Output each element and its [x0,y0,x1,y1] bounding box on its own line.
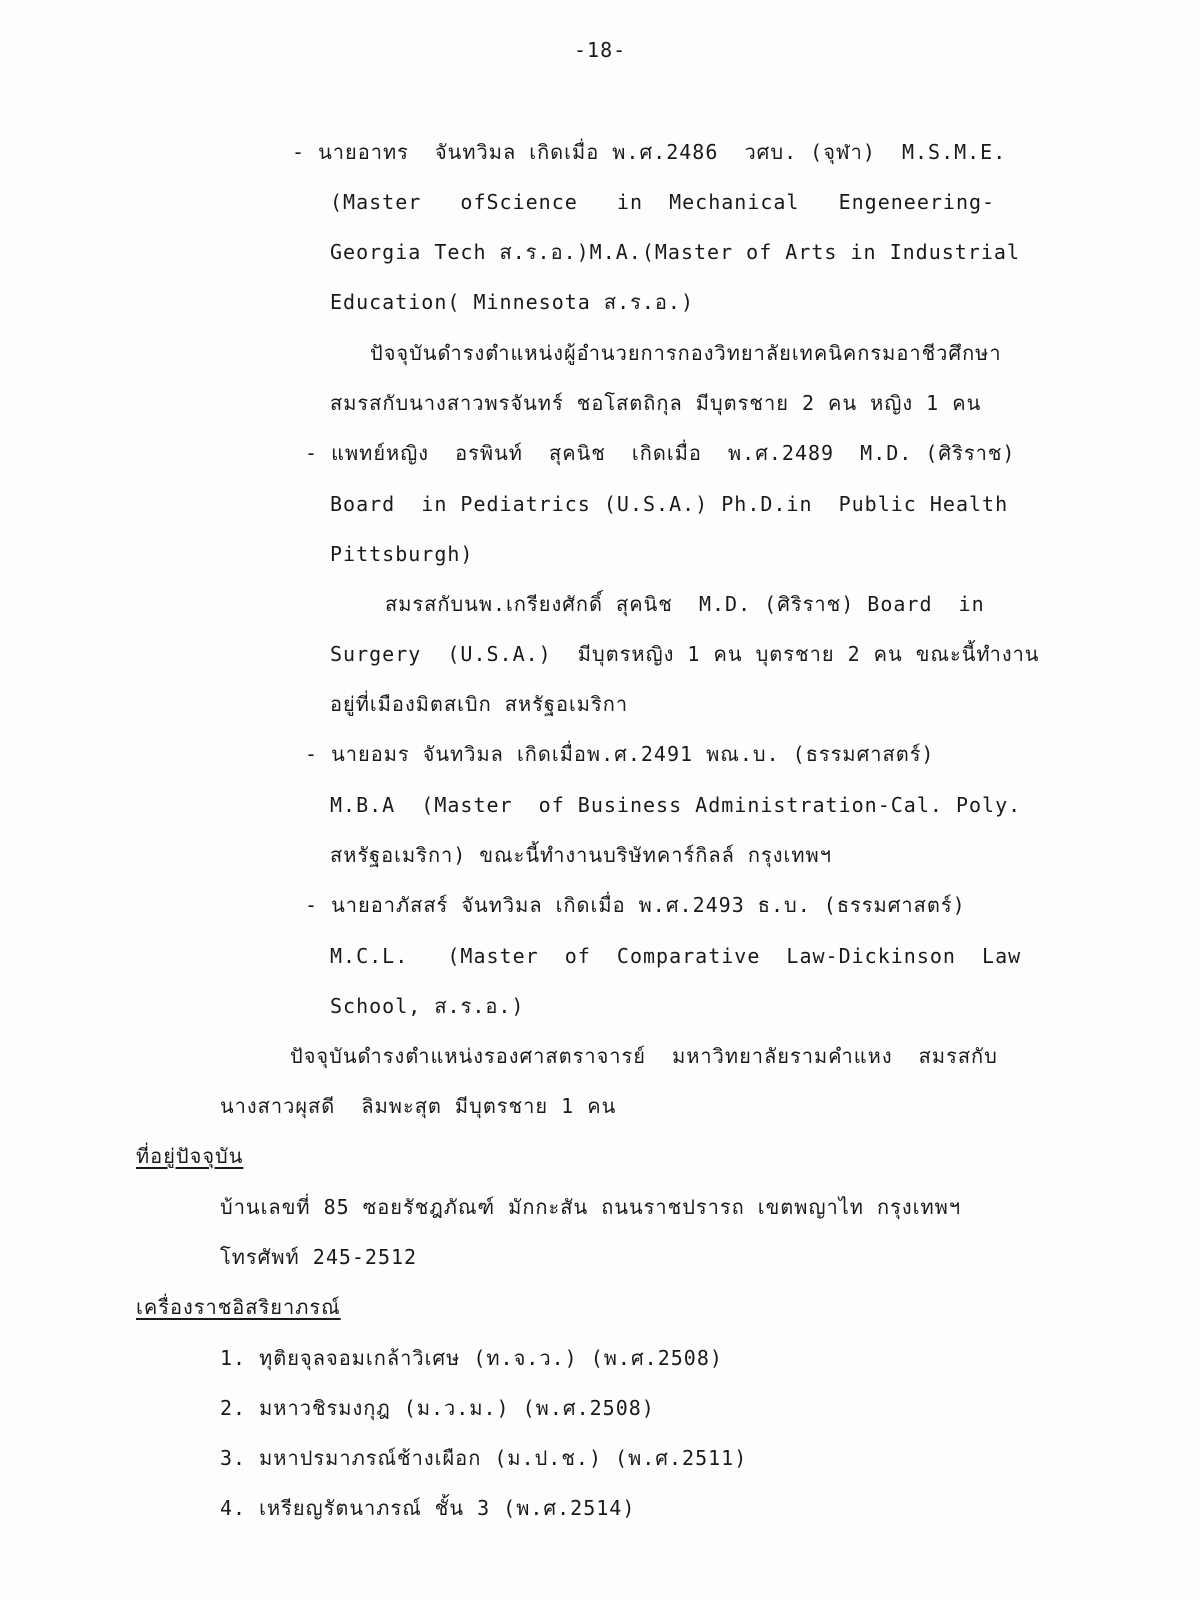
paragraph-line: School, ส.ร.อ.) [330,994,525,1018]
paragraph-line: (Master ofScience in Mechanical Engeneering- [330,190,996,214]
decoration-item: 3. มหาปรมาภรณ์ช้างเผือก (ม.ป.ช.) (พ.ศ.2511) [220,1446,748,1470]
page-number: -18- [574,38,627,62]
paragraph-line: สมรสกับนพ.เกรียงศักดิ์ สุคนิช M.D. (ศิริราช) Board in [385,592,985,616]
paragraph-line: Board in Pediatrics (U.S.A.) Ph.D.in Public Health [330,492,1009,516]
paragraph-line: ปัจจุบันดำรงตำแหน่งรองศาสตราจารย์ มหาวิทยาลัยรามคำแหง สมรสกับ [290,1044,998,1068]
paragraph-line: M.B.A (Master of Business Administration-Cal. Poly. [330,793,1022,817]
paragraph-line: สหรัฐอเมริกา) ขณะนี้ทำงานบริษัทคาร์กิลล์ กรุงเทพฯ [330,843,832,867]
paragraph-line: นางสาวผุสดี ลิมพะสุต มีบุตรชาย 1 คน [220,1094,617,1118]
phone-line: โทรศัพท์ 245-2512 [220,1245,418,1269]
paragraph-line: - แพทย์หญิง อรพินท์ สุคนิช เกิดเมื่อ พ.ศ.2489 M.D. (ศิริราช) [305,441,1016,465]
decoration-item: 2. มหาวชิรมงกุฎ (ม.ว.ม.) (พ.ศ.2508) [220,1396,655,1420]
paragraph-line: - นายอาภัสสร์ จันทวิมล เกิดเมื่อ พ.ศ.2493 ธ.บ. (ธรรมศาสตร์) [305,893,966,917]
paragraph-line: Pittsburgh) [330,542,474,566]
paragraph-line: - นายอาทร จันทวิมล เกิดเมื่อ พ.ศ.2486 วศบ. (จุฬา) M.S.M.E. [292,140,1007,164]
decoration-item: 1. ทุติยจุลจอมเกล้าวิเศษ (ท.จ.ว.) (พ.ศ.2508) [220,1346,723,1370]
address-heading: ที่อยู่ปัจจุบัน [136,1144,244,1168]
decorations-heading: เครื่องราชอิสริยาภรณ์ [136,1295,341,1319]
paragraph-line: Surgery (U.S.A.) มีบุตรหญิง 1 คน บุตรชาย 2 คน ขณะนี้ทำงาน [330,642,1040,666]
address-line: บ้านเลขที่ 85 ซอยรัชฎภัณฑ์ มักกะสัน ถนนราชปรารถ เขตพญาไท กรุงเทพฯ [220,1195,962,1219]
decoration-item: 4. เหรียญรัตนาภรณ์ ชั้น 3 (พ.ศ.2514) [220,1496,636,1520]
paragraph-line: อยู่ที่เมืองมิตสเบิก สหรัฐอเมริกา [330,692,629,716]
paragraph-line: Education( Minnesota ส.ร.อ.) [330,290,694,314]
paragraph-line: Georgia Tech ส.ร.อ.)M.A.(Master of Arts in Industrial [330,240,1021,264]
paragraph-line: ปัจจุบันดำรงตำแหน่งผู้อำนวยการกองวิทยาลัยเทคนิคกรมอาชีวศึกษา [370,341,1002,365]
paragraph-line: สมรสกับนางสาวพรจันทร์ ชอโสตถิกุล มีบุตรชาย 2 คน หญิง 1 คน [330,391,982,415]
paragraph-line: M.C.L. (Master of Comparative Law-Dickinson Law [330,944,1022,968]
paragraph-line: - นายอมร จันทวิมล เกิดเมื่อพ.ศ.2491 พณ.บ. (ธรรมศาสตร์) [305,742,935,766]
